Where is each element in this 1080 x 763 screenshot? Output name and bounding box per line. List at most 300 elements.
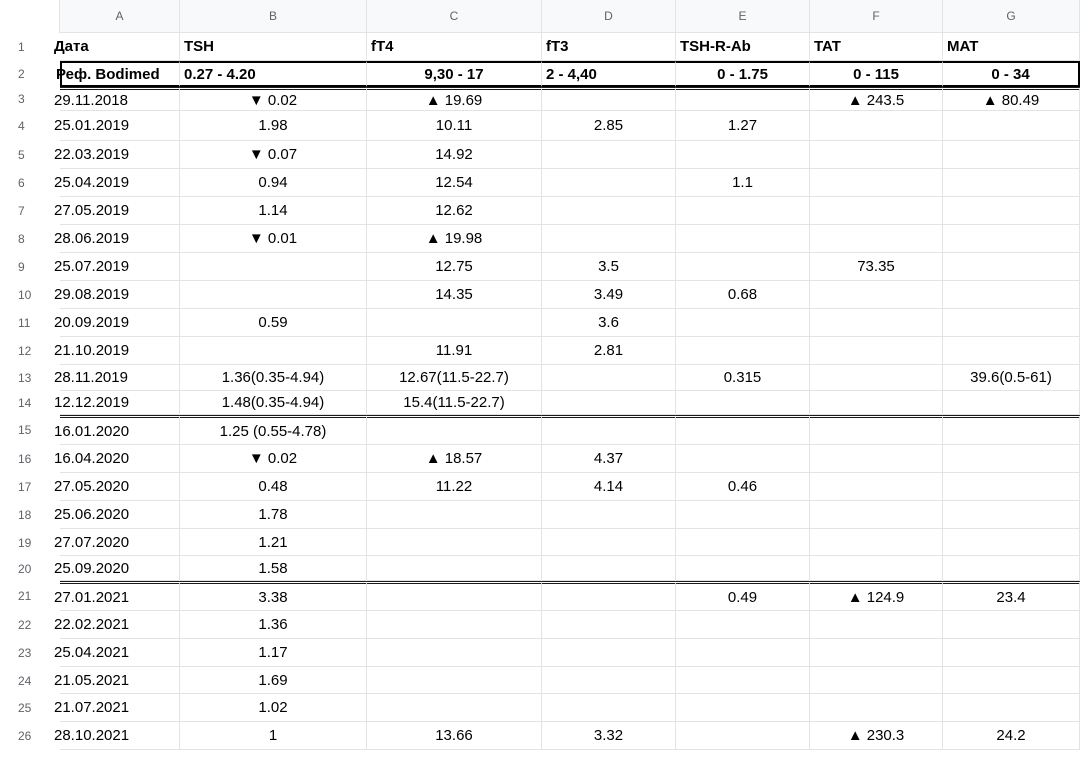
cell-b17[interactable] — [180, 473, 367, 501]
cell-c9[interactable] — [367, 253, 542, 281]
row-header-5[interactable]: 5 — [0, 141, 60, 169]
cell-value: 4.37 — [593, 450, 624, 467]
cell-b21[interactable] — [180, 581, 367, 611]
row-header-15[interactable]: 15 — [0, 415, 60, 445]
cell-g6[interactable] — [943, 169, 1080, 197]
cell-e19[interactable] — [676, 529, 810, 556]
cell-g19[interactable] — [943, 529, 1080, 556]
cell-f5[interactable] — [810, 141, 943, 169]
cell-c24[interactable] — [367, 667, 542, 694]
cell-g10[interactable] — [943, 281, 1080, 309]
row-header-13[interactable]: 13 — [0, 365, 60, 391]
cell-value: 0.27 - 4.20 — [184, 65, 256, 83]
cell-value: Дата — [54, 38, 89, 55]
cell-value: ▼ 0.07 — [248, 146, 298, 163]
cell-value: 28.11.2019 — [54, 369, 128, 386]
cell-f20[interactable] — [810, 556, 943, 581]
cell-e15[interactable] — [676, 415, 810, 445]
cell-g2[interactable] — [943, 61, 1080, 87]
cell-g25[interactable] — [943, 694, 1080, 722]
row-header-6[interactable]: 6 — [0, 169, 60, 197]
cell-value: fT4 — [371, 38, 394, 55]
header-data-row — [54, 33, 1080, 61]
cell-d9[interactable] — [542, 253, 676, 281]
cell-b13[interactable] — [180, 365, 367, 391]
cell-e22[interactable] — [676, 611, 810, 639]
cell-g12[interactable] — [943, 337, 1080, 365]
row-header-26[interactable]: 26 — [0, 722, 60, 750]
row-header-11[interactable]: 11 — [0, 309, 60, 337]
cell-a9[interactable] — [54, 253, 180, 281]
cell-a19[interactable] — [54, 529, 180, 556]
cell-value: 28.10.2021 — [54, 727, 130, 744]
cell-value: Реф. Bodimed — [56, 65, 160, 83]
cell-f2[interactable] — [810, 61, 943, 87]
cell-a2[interactable] — [56, 61, 180, 87]
cell-e20[interactable] — [676, 556, 810, 581]
cell-b8[interactable] — [180, 225, 367, 253]
cell-c23[interactable] — [367, 639, 542, 667]
cell-d26[interactable] — [542, 722, 676, 750]
cell-value: fT3 — [546, 38, 569, 55]
cell-c20[interactable] — [367, 556, 542, 581]
cell-value: 13.66 — [435, 727, 473, 744]
cell-value: 1.17 — [258, 644, 288, 661]
cell-value: 2.85 — [593, 117, 624, 134]
cell-g8[interactable] — [943, 225, 1080, 253]
cell-value: 20.09.2019 — [54, 314, 130, 331]
cell-f13[interactable] — [810, 365, 943, 391]
cell-value: 12.12.2019 — [54, 394, 130, 411]
cell-d3[interactable] — [542, 87, 676, 111]
cell-d18[interactable] — [542, 501, 676, 529]
cell-a22[interactable] — [54, 611, 180, 639]
cell-value: 12.62 — [435, 202, 473, 219]
column-header-row — [0, 0, 1080, 33]
cell-d2[interactable] — [542, 61, 676, 87]
cell-f25[interactable] — [810, 694, 943, 722]
cell-c12[interactable] — [367, 337, 542, 365]
cell-g3[interactable] — [943, 87, 1080, 111]
cell-a15[interactable] — [54, 415, 180, 445]
cell-d22[interactable] — [542, 611, 676, 639]
cell-d11[interactable] — [542, 309, 676, 337]
cell-value: ▼ 0.01 — [248, 230, 298, 247]
row-header-10[interactable]: 10 — [0, 281, 60, 309]
cell-value: 1.78 — [258, 506, 288, 523]
cell-a25[interactable] — [54, 694, 180, 722]
cell-value: 28.06.2019 — [54, 230, 130, 247]
column-header-a[interactable]: A — [60, 0, 180, 33]
table-row — [54, 225, 1080, 253]
cell-a11[interactable] — [54, 309, 180, 337]
cell-value: 1.1 — [732, 174, 753, 191]
cell-value: 0.46 — [727, 478, 758, 495]
cell-value: 1.27 — [727, 117, 758, 134]
row-header-25[interactable]: 25 — [0, 694, 60, 722]
table-row — [54, 391, 1080, 415]
cell-f10[interactable] — [810, 281, 943, 309]
cell-f19[interactable] — [810, 529, 943, 556]
cell-f9[interactable] — [810, 253, 943, 281]
row-header-19[interactable]: 19 — [0, 529, 60, 556]
cell-a7[interactable] — [54, 197, 180, 225]
cell-d6[interactable] — [542, 169, 676, 197]
cell-value: 12.54 — [435, 174, 473, 191]
table-row — [54, 141, 1080, 169]
cell-value: 14.92 — [435, 146, 473, 163]
cell-g26[interactable] — [943, 722, 1080, 750]
cell-a8[interactable] — [54, 225, 180, 253]
cell-value: 0 - 1.75 — [717, 65, 768, 83]
cell-e6[interactable] — [676, 169, 810, 197]
cell-f1[interactable] — [810, 33, 943, 61]
cell-a21[interactable] — [54, 581, 180, 611]
row-header-12[interactable]: 12 — [0, 337, 60, 365]
cell-c15[interactable] — [367, 415, 542, 445]
cell-e25[interactable] — [676, 694, 810, 722]
cell-value: 1.36(0.35-4.94) — [221, 369, 325, 386]
row-header-1[interactable]: 1 — [0, 33, 60, 61]
cell-f15[interactable] — [810, 415, 943, 445]
row-header-20[interactable]: 20 — [0, 556, 60, 581]
cell-value: 29.08.2019 — [54, 286, 130, 303]
cell-value: 25.04.2021 — [54, 644, 130, 661]
row-header-17[interactable]: 17 — [0, 473, 60, 501]
cell-f26[interactable] — [810, 722, 943, 750]
cell-value: 25.06.2020 — [54, 506, 130, 523]
row-header-21[interactable]: 21 — [0, 581, 60, 611]
cell-b15[interactable] — [180, 415, 367, 445]
cell-e11[interactable] — [676, 309, 810, 337]
reference-range-row — [56, 61, 1080, 87]
cell-f3[interactable] — [810, 87, 943, 111]
cell-e14[interactable] — [676, 391, 810, 415]
cell-g4[interactable] — [943, 111, 1080, 141]
cell-c10[interactable] — [367, 281, 542, 309]
cell-g5[interactable] — [943, 141, 1080, 169]
table-row — [54, 722, 1080, 750]
cell-g16[interactable] — [943, 445, 1080, 473]
cell-f22[interactable] — [810, 611, 943, 639]
cell-f6[interactable] — [810, 169, 943, 197]
row-header-24[interactable]: 24 — [0, 667, 60, 694]
cell-f17[interactable] — [810, 473, 943, 501]
cell-f21[interactable] — [810, 581, 943, 611]
cell-f11[interactable] — [810, 309, 943, 337]
cell-g17[interactable] — [943, 473, 1080, 501]
cell-a5[interactable] — [54, 141, 180, 169]
cell-d17[interactable] — [542, 473, 676, 501]
cell-b3[interactable] — [180, 87, 367, 111]
cell-f18[interactable] — [810, 501, 943, 529]
cell-value: TAT — [814, 38, 841, 55]
cell-a14[interactable] — [54, 391, 180, 415]
table-row — [54, 611, 1080, 639]
cell-value: 21.05.2021 — [54, 671, 130, 689]
cell-c14[interactable] — [367, 391, 542, 415]
cell-g13[interactable] — [943, 365, 1080, 391]
cell-f8[interactable] — [810, 225, 943, 253]
cell-b23[interactable] — [180, 639, 367, 667]
row-header-9[interactable]: 9 — [0, 253, 60, 281]
cell-a13[interactable] — [54, 365, 180, 391]
cell-value: 11.91 — [435, 342, 473, 359]
cell-d14[interactable] — [542, 391, 676, 415]
cell-value: 1.21 — [258, 533, 288, 551]
cell-value: 3.49 — [593, 286, 624, 303]
cell-a16[interactable] — [54, 445, 180, 473]
column-header-c[interactable]: C — [367, 0, 542, 33]
column-header-g[interactable]: G — [943, 0, 1080, 33]
cell-f16[interactable] — [810, 445, 943, 473]
cell-b25[interactable] — [180, 694, 367, 722]
row-header-3[interactable]: 3 — [0, 87, 60, 111]
cell-a1[interactable] — [54, 33, 180, 61]
cell-value: 3.6 — [598, 314, 619, 331]
cell-b19[interactable] — [180, 529, 367, 556]
cell-value: 1.25 (0.55-4.78) — [219, 422, 327, 440]
cell-e24[interactable] — [676, 667, 810, 694]
cell-g21[interactable] — [943, 581, 1080, 611]
cell-value: 0 - 34 — [991, 65, 1030, 83]
cell-g22[interactable] — [943, 611, 1080, 639]
cell-value: ▲ 18.57 — [425, 450, 483, 467]
cell-a17[interactable] — [54, 473, 180, 501]
cell-c3[interactable] — [367, 87, 542, 111]
cell-value: 24.2 — [996, 727, 1026, 744]
cell-b1[interactable] — [180, 33, 367, 61]
row-header-22[interactable]: 22 — [0, 611, 60, 639]
cell-e18[interactable] — [676, 501, 810, 529]
cell-value: 2 - 4,40 — [546, 65, 597, 83]
cell-value: ▲ 19.69 — [425, 91, 483, 109]
cell-d1[interactable] — [542, 33, 676, 61]
cell-b9[interactable] — [180, 253, 367, 281]
cell-b16[interactable] — [180, 445, 367, 473]
cell-g24[interactable] — [943, 667, 1080, 694]
row-header-7[interactable]: 7 — [0, 197, 60, 225]
cell-value: 11.22 — [435, 478, 473, 495]
table-row — [54, 87, 1080, 111]
cell-c11[interactable] — [367, 309, 542, 337]
table-row — [54, 694, 1080, 722]
cell-f24[interactable] — [810, 667, 943, 694]
cell-a6[interactable] — [54, 169, 180, 197]
cell-d5[interactable] — [542, 141, 676, 169]
row-header-8[interactable]: 8 — [0, 225, 60, 253]
cell-a3[interactable] — [54, 87, 180, 111]
cell-value: 21.10.2019 — [54, 342, 130, 359]
cell-e21[interactable] — [676, 581, 810, 611]
cell-value: 1.98 — [258, 117, 288, 134]
cell-c2[interactable] — [367, 61, 542, 87]
cell-b20[interactable] — [180, 556, 367, 581]
cell-value: ▲ 80.49 — [982, 91, 1040, 109]
cell-f12[interactable] — [810, 337, 943, 365]
cell-f4[interactable] — [810, 111, 943, 141]
cell-c17[interactable] — [367, 473, 542, 501]
cell-d8[interactable] — [542, 225, 676, 253]
column-header-d[interactable]: D — [542, 0, 676, 33]
cell-d13[interactable] — [542, 365, 676, 391]
cell-e10[interactable] — [676, 281, 810, 309]
cell-value: 27.01.2021 — [54, 588, 130, 606]
cell-value: 29.11.2018 — [54, 91, 128, 109]
row-header-2[interactable]: 2 — [0, 61, 60, 87]
cell-c18[interactable] — [367, 501, 542, 529]
cell-c26[interactable] — [367, 722, 542, 750]
cell-value: 25.09.2020 — [54, 559, 130, 577]
cell-g11[interactable] — [943, 309, 1080, 337]
cell-value: 0.59 — [258, 314, 288, 331]
cell-value: 0.94 — [258, 174, 288, 191]
cell-e17[interactable] — [676, 473, 810, 501]
table-row — [54, 501, 1080, 529]
cell-value: 1.36 — [258, 616, 288, 633]
select-all-corner[interactable] — [0, 0, 60, 33]
table-row — [54, 529, 1080, 556]
table-row — [54, 169, 1080, 197]
cell-b6[interactable] — [180, 169, 367, 197]
cell-d16[interactable] — [542, 445, 676, 473]
cell-b4[interactable] — [180, 111, 367, 141]
cell-b22[interactable] — [180, 611, 367, 639]
cell-b2[interactable] — [180, 61, 367, 87]
cell-g18[interactable] — [943, 501, 1080, 529]
cell-value: 1.02 — [258, 699, 288, 716]
cell-value: 0 - 115 — [853, 65, 899, 83]
cell-b18[interactable] — [180, 501, 367, 529]
cell-d25[interactable] — [542, 694, 676, 722]
cell-a23[interactable] — [54, 639, 180, 667]
row-header-16[interactable]: 16 — [0, 445, 60, 473]
cell-b5[interactable] — [180, 141, 367, 169]
cell-b14[interactable] — [180, 391, 367, 415]
cell-e12[interactable] — [676, 337, 810, 365]
cell-e2[interactable] — [676, 61, 810, 87]
cell-d4[interactable] — [542, 111, 676, 141]
cell-b26[interactable] — [180, 722, 367, 750]
cell-e4[interactable] — [676, 111, 810, 141]
cell-e13[interactable] — [676, 365, 810, 391]
cell-value: TSH — [184, 38, 214, 55]
row-header-18[interactable]: 18 — [0, 501, 60, 529]
cell-a26[interactable] — [54, 722, 180, 750]
cell-c19[interactable] — [367, 529, 542, 556]
cell-d10[interactable] — [542, 281, 676, 309]
cell-c25[interactable] — [367, 694, 542, 722]
cell-g15[interactable] — [943, 415, 1080, 445]
cell-c7[interactable] — [367, 197, 542, 225]
cell-g7[interactable] — [943, 197, 1080, 225]
row-header-14[interactable]: 14 — [0, 391, 60, 415]
row-header-23[interactable]: 23 — [0, 639, 60, 667]
cell-c1[interactable] — [367, 33, 542, 61]
cell-b11[interactable] — [180, 309, 367, 337]
table-row — [54, 111, 1080, 141]
cell-c4[interactable] — [367, 111, 542, 141]
cell-g20[interactable] — [943, 556, 1080, 581]
cell-d15[interactable] — [542, 415, 676, 445]
cell-d12[interactable] — [542, 337, 676, 365]
cell-a18[interactable] — [54, 501, 180, 529]
table-row — [54, 365, 1080, 391]
cell-e8[interactable] — [676, 225, 810, 253]
cell-c22[interactable] — [367, 611, 542, 639]
cell-g9[interactable] — [943, 253, 1080, 281]
cell-d21[interactable] — [542, 581, 676, 611]
cell-value: 22.02.2021 — [54, 616, 130, 633]
cell-a20[interactable] — [54, 556, 180, 581]
cell-value: 1.69 — [258, 671, 288, 689]
cell-g14[interactable] — [943, 391, 1080, 415]
cell-c16[interactable] — [367, 445, 542, 473]
cell-value: 27.07.2020 — [54, 533, 130, 551]
cell-e5[interactable] — [676, 141, 810, 169]
cell-value: ▲ 243.5 — [847, 91, 905, 109]
cell-a4[interactable] — [54, 111, 180, 141]
cell-c13[interactable] — [367, 365, 542, 391]
cell-value: ▼ 0.02 — [248, 91, 298, 109]
cell-c8[interactable] — [367, 225, 542, 253]
cell-e7[interactable] — [676, 197, 810, 225]
table-row — [54, 253, 1080, 281]
cell-a10[interactable] — [54, 281, 180, 309]
table-row — [54, 639, 1080, 667]
cell-value: ▲ 19.98 — [425, 230, 483, 247]
cell-d23[interactable] — [542, 639, 676, 667]
cell-g1[interactable] — [943, 33, 1080, 61]
cell-e23[interactable] — [676, 639, 810, 667]
cell-b10[interactable] — [180, 281, 367, 309]
cell-d19[interactable] — [542, 529, 676, 556]
cell-c6[interactable] — [367, 169, 542, 197]
row-header-4[interactable]: 4 — [0, 111, 60, 141]
cell-b7[interactable] — [180, 197, 367, 225]
column-header-b[interactable]: B — [180, 0, 367, 33]
column-header-f[interactable]: F — [810, 0, 943, 33]
cell-d20[interactable] — [542, 556, 676, 581]
table-row — [54, 581, 1080, 611]
cell-e1[interactable] — [676, 33, 810, 61]
cell-c21[interactable] — [367, 581, 542, 611]
cell-a12[interactable] — [54, 337, 180, 365]
cell-e3[interactable] — [676, 87, 810, 111]
cell-value: 16.04.2020 — [54, 450, 130, 467]
cell-c5[interactable] — [367, 141, 542, 169]
cell-f23[interactable] — [810, 639, 943, 667]
cell-f7[interactable] — [810, 197, 943, 225]
cell-e26[interactable] — [676, 722, 810, 750]
cell-e9[interactable] — [676, 253, 810, 281]
table-row — [54, 445, 1080, 473]
cell-b12[interactable] — [180, 337, 367, 365]
cell-value: 1.14 — [258, 202, 288, 219]
cell-b24[interactable] — [180, 667, 367, 694]
cell-value: 9,30 - 17 — [424, 65, 484, 83]
table-row — [54, 556, 1080, 581]
cell-f14[interactable] — [810, 391, 943, 415]
cell-e16[interactable] — [676, 445, 810, 473]
cell-value: 4.14 — [593, 478, 624, 495]
cell-d24[interactable] — [542, 667, 676, 694]
cell-a24[interactable] — [54, 667, 180, 694]
cell-d7[interactable] — [542, 197, 676, 225]
column-header-e[interactable]: E — [676, 0, 810, 33]
cell-value: TSH-R-Ab — [680, 38, 751, 55]
cell-g23[interactable] — [943, 639, 1080, 667]
